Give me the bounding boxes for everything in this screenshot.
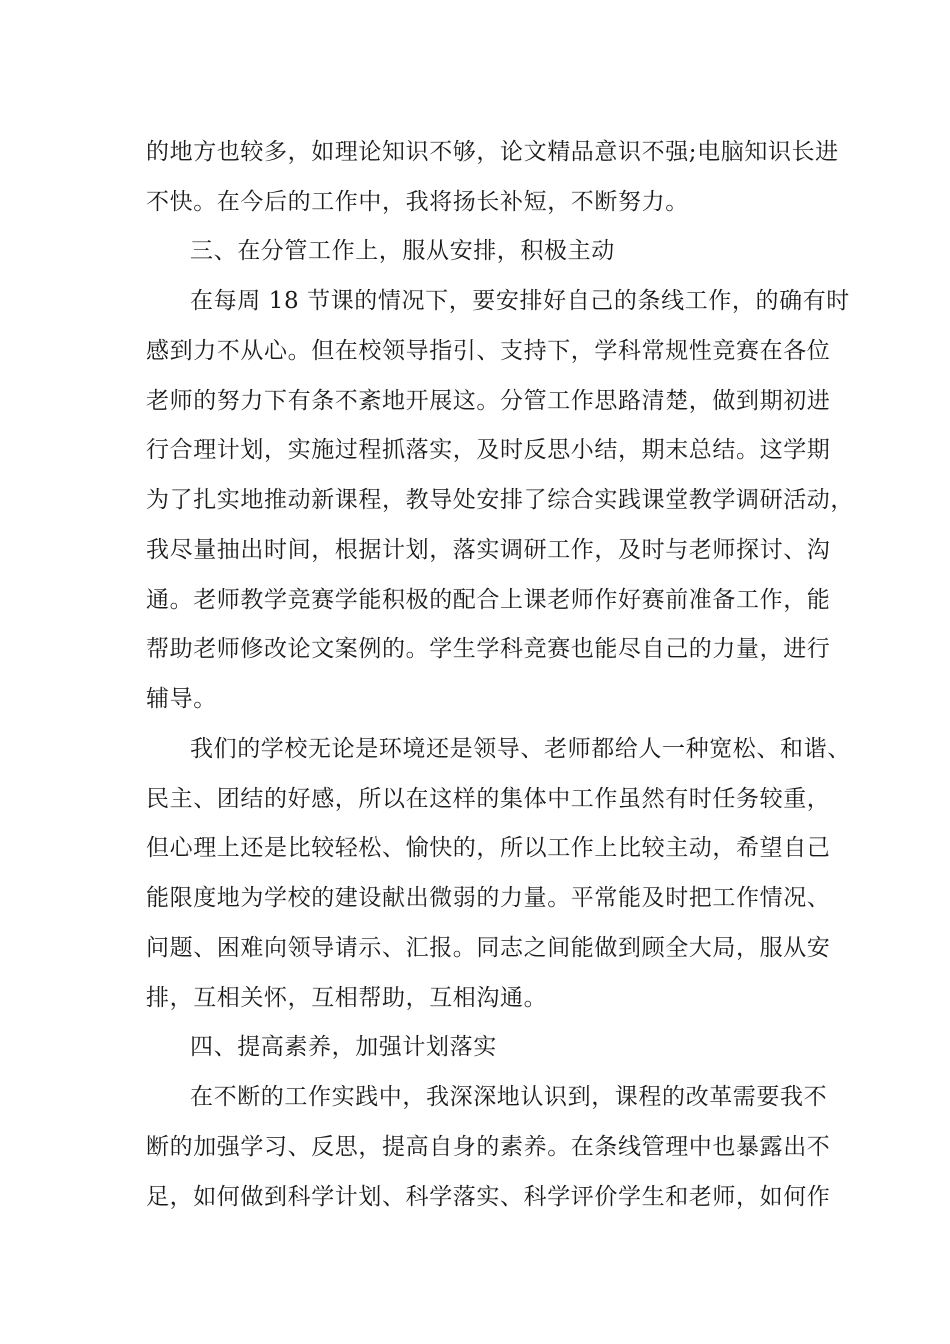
text-line: 断的加强学习、反思，提高自身的素养。在条线管理中也暴露出不 bbox=[146, 1134, 831, 1160]
text-line: 行合理计划，实施过程抓落实，及时反思小结，期末总结。这学期 bbox=[146, 437, 831, 463]
text-line: 问题、困难向领导请示、汇报。同志之间能做到顾全大局，服从安 bbox=[146, 935, 831, 961]
text-line: 辅导。 bbox=[146, 686, 217, 712]
text-line: 为了扎实地推动新课程，教导处安排了综合实践课堂教学调研活动， bbox=[146, 487, 854, 513]
text-line: 不快。在今后的工作中，我将扬长补短，不断努力。 bbox=[146, 189, 689, 215]
text-line: 足，如何做到科学计划、科学落实、科学评价学生和老师，如何作 bbox=[146, 1184, 831, 1210]
text-line: 帮助老师修改论文案例的。学生学科竞赛也能尽自己的力量，进行 bbox=[146, 636, 831, 662]
section-heading: 四、提高素养，加强计划落实 bbox=[190, 1034, 497, 1060]
text-line: 在不断的工作实践中，我深深地认识到，课程的改革需要我不 bbox=[190, 1084, 828, 1110]
text-line: 在每周 18 节课的情况下，要安排好自己的条线工作，的确有时 bbox=[190, 288, 850, 314]
text-line: 我们的学校无论是环境还是领导、老师都给人一种宽松、和谐、 bbox=[190, 736, 851, 762]
text-line: 的地方也较多，如理论知识不够，论文精品意识不强;电脑知识长进 bbox=[146, 139, 839, 165]
text-line: 老师的努力下有条不紊地开展这。分管工作思路清楚，做到期初进 bbox=[146, 388, 831, 414]
text-line: 能限度地为学校的建设献出微弱的力量。平常能及时把工作情况、 bbox=[146, 885, 831, 911]
text-line: 感到力不从心。但在校领导指引、支持下，学科常规性竞赛在各位 bbox=[146, 338, 831, 364]
section-heading: 三、在分管工作上，服从安排，积极主动 bbox=[190, 238, 615, 264]
text-line: 通。老师教学竞赛学能积极的配合上课老师作好赛前准备工作，能 bbox=[146, 587, 831, 613]
text-line: 排，互相关怀，互相帮助，互相沟通。 bbox=[146, 985, 548, 1011]
text-line: 但心理上还是比较轻松、愉快的，所以工作上比较主动，希望自己 bbox=[146, 835, 831, 861]
text-line: 我尽量抽出时间，根据计划，落实调研工作，及时与老师探讨、沟 bbox=[146, 537, 831, 563]
text-line: 民主、团结的好感，所以在这样的集体中工作虽然有时任务较重， bbox=[146, 786, 831, 812]
